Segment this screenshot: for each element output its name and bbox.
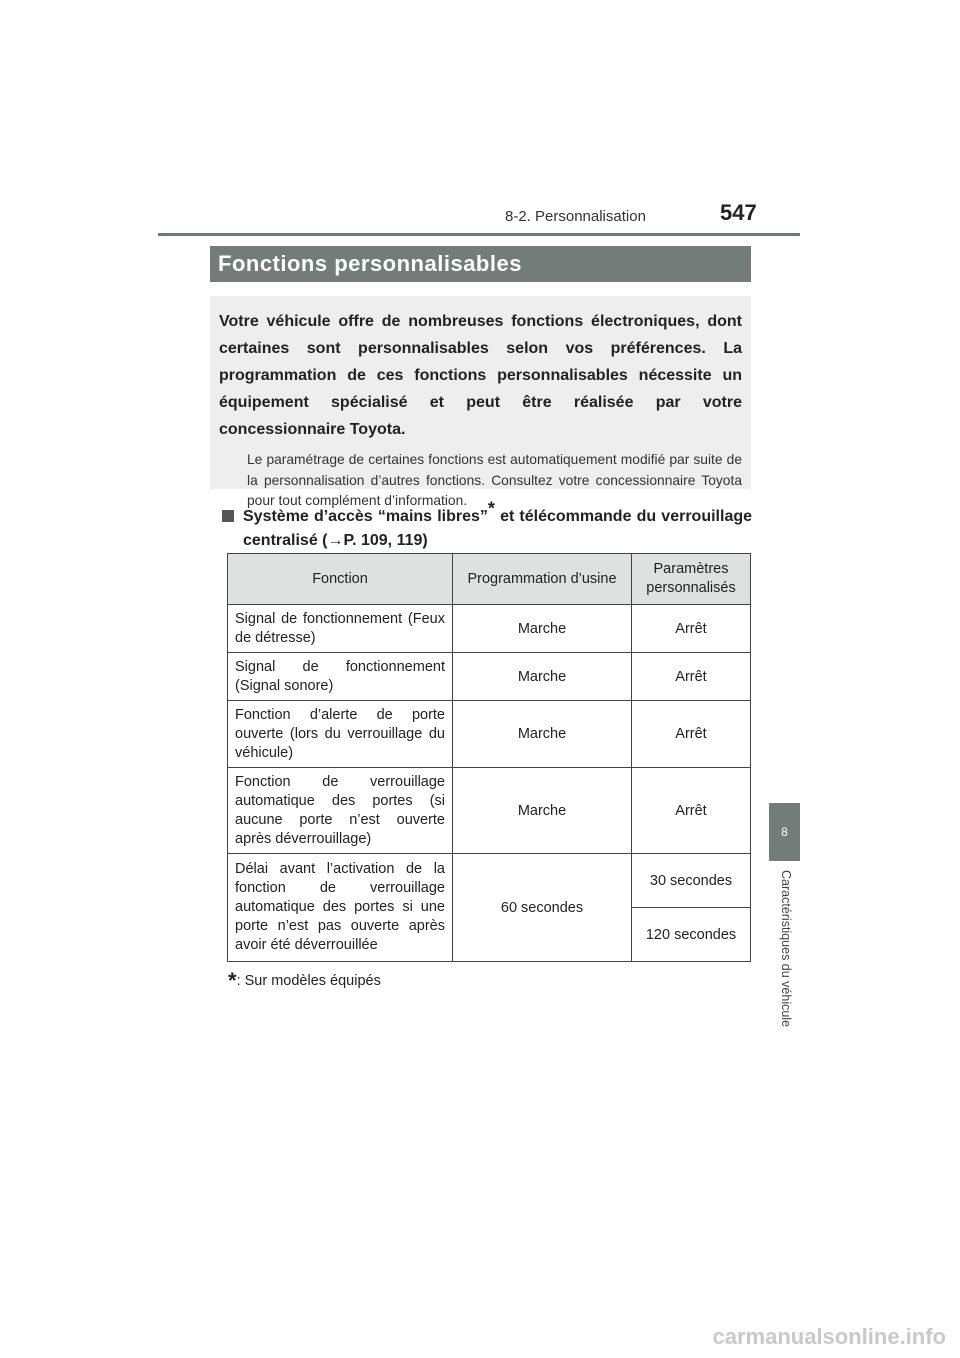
cell-default: Marche	[453, 653, 632, 701]
intro-lead: Votre véhicule offre de nombreuses fonctions électroniques, dont certaines sont personnalisables selon vos préférences. La programmation de ces fonctions personnalisables nécessite un équipement spécialisé et peut être réalisée par votre concessionnaire Toyota.	[219, 313, 742, 438]
footnote-text: : Sur modèles équipés	[236, 973, 381, 989]
cell-custom: Arrêt	[632, 605, 751, 653]
page-number: 547	[720, 200, 757, 225]
cell-default: 60 secondes	[453, 854, 632, 962]
table-row	[228, 854, 751, 908]
table-row	[228, 701, 751, 768]
section-heading	[222, 498, 753, 553]
col-header-function: Fonction	[228, 554, 453, 605]
cell-default: Marche	[453, 701, 632, 768]
page-title	[210, 246, 751, 282]
chapter-title: Caractéristiques du véhicule	[779, 870, 793, 1028]
chapter-tab[interactable]	[769, 803, 800, 861]
table-row	[228, 653, 751, 701]
section-heading-part1: Système d’accès “mains libres”	[243, 508, 488, 525]
section-heading-part2: et télécommande du verrouillage centralisé (→P. 109, 119)	[243, 508, 753, 549]
cell-custom: 120 secondes	[632, 908, 751, 962]
cell-default: Marche	[453, 768, 632, 854]
cell-function: Signal de fonctionnement (Feux de détresse)	[228, 605, 453, 653]
cell-custom: Arrêt	[632, 768, 751, 854]
footnote	[228, 968, 381, 994]
cell-custom: 30 secondes	[632, 854, 751, 908]
footnote-ref[interactable]: *	[487, 498, 495, 519]
col-header-custom: Paramètres personnalisés	[632, 554, 751, 605]
chapter-number: 8	[781, 825, 788, 839]
header-section-label: 8-2. Personnalisation	[505, 208, 646, 225]
chapter-title-vertical	[775, 870, 795, 1060]
header-rule	[158, 233, 800, 236]
intro-note: Le paramétrage de certaines fonctions est automatiquement modifié par suite de la personnalisation d’autres fonctions. Consultez votre concessionnaire Toyota pour tout complément d’information.	[247, 452, 742, 508]
intro-box	[210, 296, 751, 508]
watermark: carmanualsonline.info	[712, 1324, 946, 1349]
cell-function: Signal de fonctionnement (Signal sonore)	[228, 653, 453, 701]
cell-function: Fonction de verrouillage automatique des portes (si aucune porte n’est ouverte après déverrouillage)	[228, 768, 453, 854]
table-row	[228, 768, 751, 854]
cell-default: Marche	[453, 605, 632, 653]
bullet-square-icon	[222, 510, 234, 522]
table-header-row	[228, 554, 751, 605]
cell-function: Délai avant l’activation de la fonction de verrouillage automatique des portes si une porte n’est pas ouverte après avoir été déverrouillée	[228, 854, 453, 962]
cell-function: Fonction d’alerte de porte ouverte (lors du verrouillage du véhicule)	[228, 701, 453, 768]
cell-custom: Arrêt	[632, 701, 751, 768]
page-title-text: Fonctions personnalisables	[218, 251, 522, 276]
col-header-default: Programmation d’usine	[453, 554, 632, 605]
footnote-mark: *	[228, 968, 237, 993]
table-row	[228, 605, 751, 653]
settings-table	[227, 553, 751, 962]
cell-custom: Arrêt	[632, 653, 751, 701]
